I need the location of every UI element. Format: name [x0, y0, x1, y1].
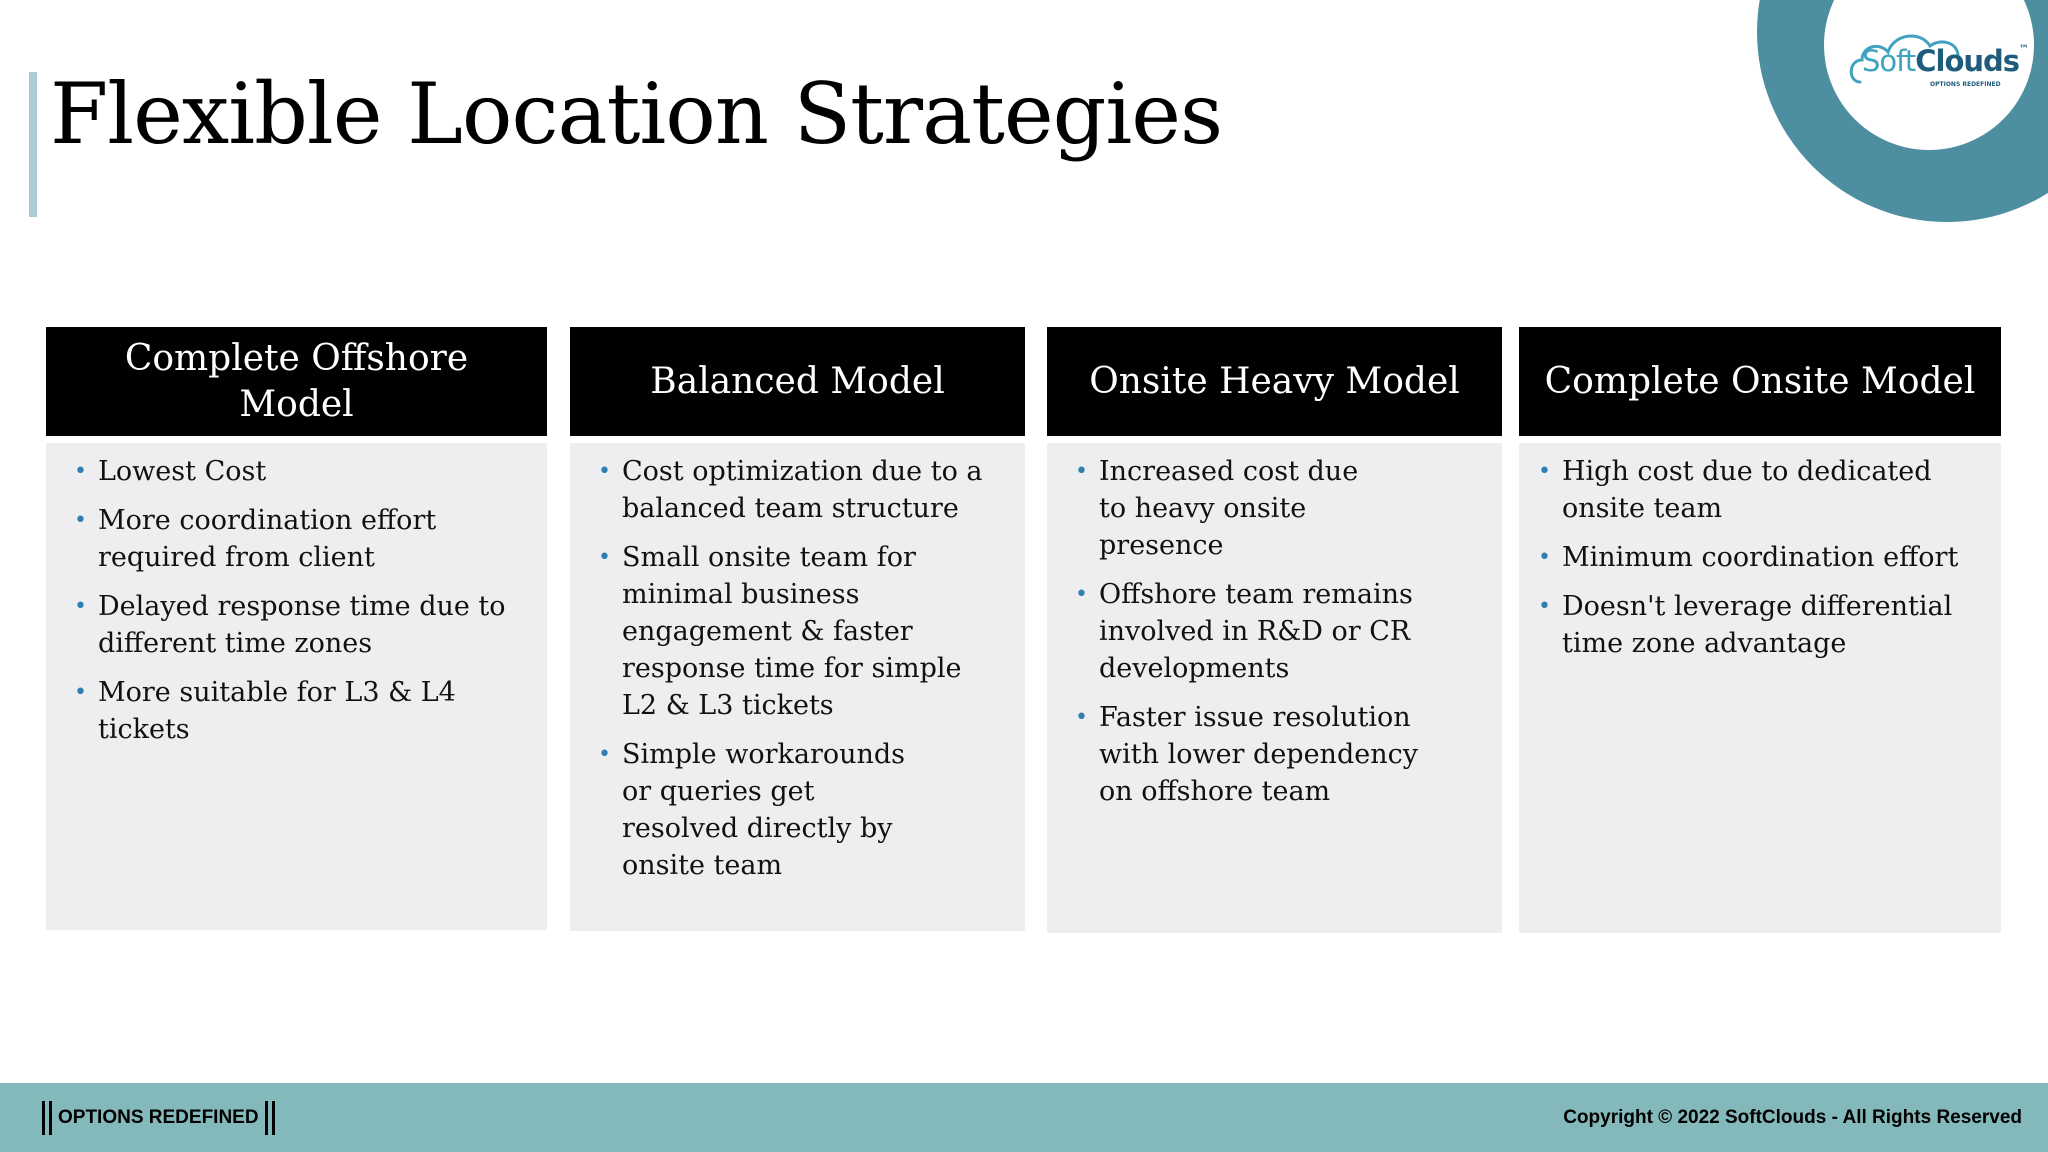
bullet-item: • More suitable for L3 & L4 tickets — [98, 674, 527, 748]
bullet-item: • Increased cost due to heavy onsite presence — [1099, 453, 1359, 564]
bullet-item: • Doesn't leverage differential time zone advantage — [1562, 588, 1982, 662]
column-onsite — [1519, 327, 2001, 933]
column-balanced — [570, 327, 1025, 931]
bullet-item: • Delayed response time due to different time zones — [98, 588, 527, 662]
column-header: Onsite Heavy Model — [1047, 327, 1502, 436]
logo-wordmark: SoftClouds™ — [1862, 44, 2029, 78]
column-body — [1519, 443, 2001, 933]
column-header: Balanced Model — [570, 327, 1025, 436]
title-accent-bar — [29, 72, 37, 217]
footer-bar — [0, 1083, 2048, 1152]
column-header: Complete Offshore Model — [46, 327, 547, 436]
bullet-item: • Small onsite team for minimal business engagement & faster response time for simple L2 & L3 tickets — [622, 539, 962, 724]
bullet-item: • Simple workarounds or queries get resolved directly by onsite team — [622, 736, 922, 884]
footer-tagline-block — [36, 1083, 281, 1152]
bullet-item: • Lowest Cost — [98, 453, 527, 490]
column-header: Complete Onsite Model — [1519, 327, 2001, 436]
double-bar-icon — [265, 1101, 275, 1135]
bullet-item: • Offshore team remains involved in R&D or CR developments — [1099, 576, 1429, 687]
bullet-item: • Cost optimization due to a balanced team structure — [622, 453, 1011, 527]
column-body — [1047, 443, 1502, 933]
bullet-item: • More coordination effort required from client — [98, 502, 527, 576]
bullet-item: • Minimum coordination effort — [1562, 539, 1991, 576]
footer-tagline: OPTIONS REDEFINED — [58, 1106, 259, 1128]
column-offshore — [46, 327, 547, 930]
column-body — [46, 443, 547, 930]
column-onsite-heavy — [1047, 327, 1502, 933]
bullet-item: • High cost due to dedicated onsite team — [1562, 453, 1972, 527]
logo-tagline: OPTIONS REDEFINED — [1930, 81, 2001, 88]
footer-copyright: Copyright © 2022 SoftClouds - All Rights Reserved — [1563, 1106, 2022, 1128]
slide-title: Flexible Location Strategies — [50, 65, 1223, 163]
column-body — [570, 443, 1025, 931]
double-bar-icon — [42, 1101, 52, 1135]
bullet-item: • Faster issue resolution with lower dependency on offshore team — [1099, 699, 1449, 810]
